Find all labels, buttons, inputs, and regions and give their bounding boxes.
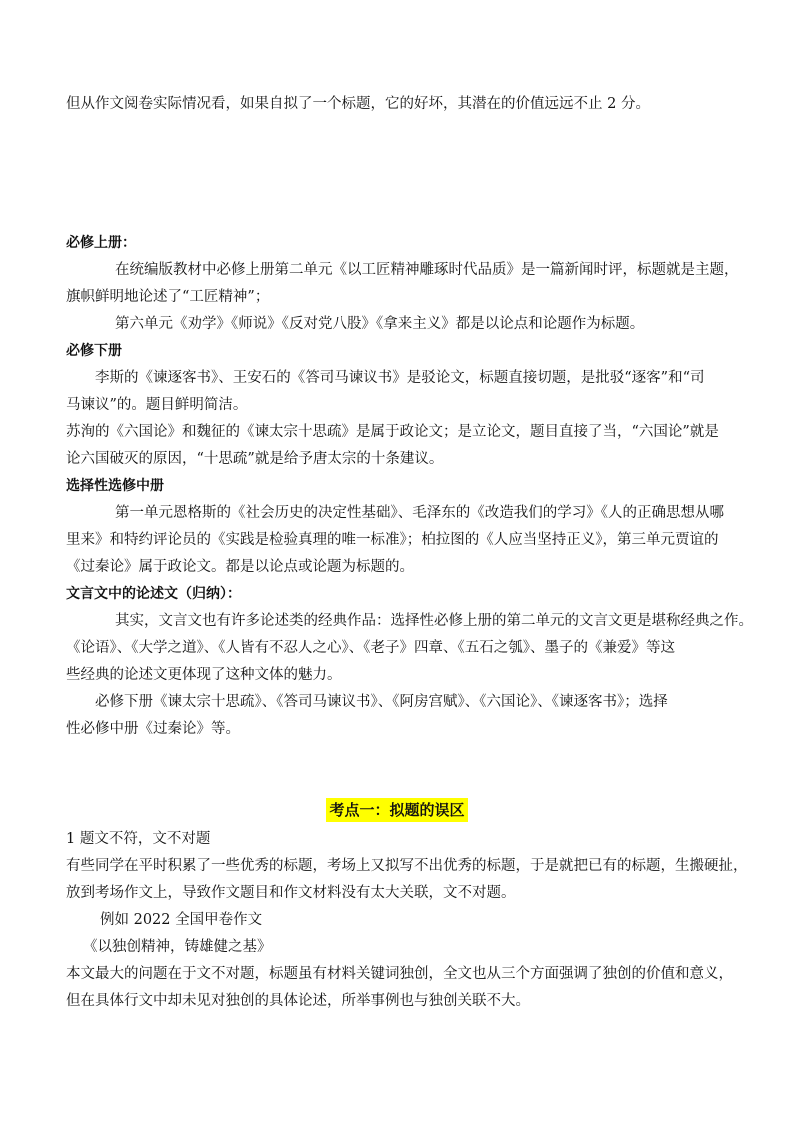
paragraph-line: 放到考场作文上，导致作文题目和作文材料没有太大关联，文不对题。 <box>66 885 516 901</box>
kaodian-heading-wrap <box>0 798 794 822</box>
paragraph-line: 些经典的论述文更体现了这种文体的魅力。 <box>66 667 342 683</box>
paragraph-line: 旗帜鲜明地论述了“工匠精神”； <box>66 289 270 305</box>
paragraph-line: 有些同学在平时积累了一些优秀的标题，考场上又拟写不出优秀的标题，于是就把已有的标题，生搬硬扯， <box>66 858 748 874</box>
paragraph-line: 《论语》、《大学之道》、《人皆有不忍人之心》、《老子》四章、《五石之瓠》、墨子的《兼爱》等这 <box>66 640 675 656</box>
example-title: 《以独创精神，铸雄健之基》 <box>83 939 272 955</box>
paragraph-line: 在统编版教材中必修上册第二单元《以工匠精神雕琢时代品质》是一篇新闻时评，标题就是主题， <box>115 262 739 278</box>
paragraph-line: 性必修中册《过秦论》等。 <box>66 721 240 737</box>
paragraph-line: 必修下册《谏太宗十思疏》、《答司马谏议书》、《阿房宫赋》、《六国论》、《谏逐客书》；选择 <box>95 694 668 710</box>
paragraph-line: 1 题文不符，文不对题 <box>66 831 211 847</box>
paragraph-line: 马谏议”的。题目鲜明简洁。 <box>66 397 248 413</box>
section-heading-bixiu-xia: 必修下册 <box>66 343 122 359</box>
paragraph-line: 李斯的《谏逐客书》、王安石的《答司马谏议书》是驳论文，标题直接切题，是批驳“逐客”和“司 <box>95 370 705 386</box>
paragraph-line: 其实，文言文也有许多论述类的经典作品：选择性必修上册的第二单元的文言文更是堪称经典之作。 <box>115 613 753 629</box>
kaodian-heading: 考点一：拟题的误区 <box>326 798 467 822</box>
paragraph-line: 例如 2022 全国甲卷作文 <box>100 912 263 928</box>
intro-line: 但从作文阅卷实际情况看，如果自拟了一个标题，它的好坏，其潜在的价值远远不止 2 分。 <box>66 96 650 112</box>
paragraph-line: 苏洵的《六国论》和魏征的《谏太宗十思疏》是属于政论文；是立论文，题目直接了当，“六国论”就是 <box>66 424 719 440</box>
section-heading-bixiu-shang: 必修上册： <box>66 235 136 251</box>
paragraph-line: 但在具体行文中却未见对独创的具体论述，所举事例也与独创关联不大。 <box>66 993 530 1009</box>
section-heading-wenyanwen: 文言文中的论述文（归纳）： <box>66 586 241 602</box>
paragraph-line: 本文最大的问题在于文不对题，标题虽有材料关键词独创，全文也从三个方面强调了独创的价值和意义， <box>66 966 733 982</box>
paragraph-line: 第一单元恩格斯的《社会历史的决定性基础》、毛泽东的《改造我们的学习》《人的正确思想从哪 <box>115 505 724 521</box>
section-heading-xuanze-zhong: 选择性选修中册 <box>66 478 164 494</box>
paragraph-line: 论六国破灭的原因，“十思疏”就是给予唐太宗的十条建议。 <box>66 451 444 467</box>
paragraph-line: 第六单元《劝学》《师说》《反对党八股》《拿来主义》都是以论点和论题作为标题。 <box>115 316 645 332</box>
paragraph-line: 里来》和特约评论员的《实践是检验真理的唯一标准》；柏拉图的《人应当坚持正义》，第三单元贾谊的 <box>66 532 719 548</box>
paragraph-line: 《过秦论》属于政论文。都是以论点或论题为标题的。 <box>66 559 414 575</box>
